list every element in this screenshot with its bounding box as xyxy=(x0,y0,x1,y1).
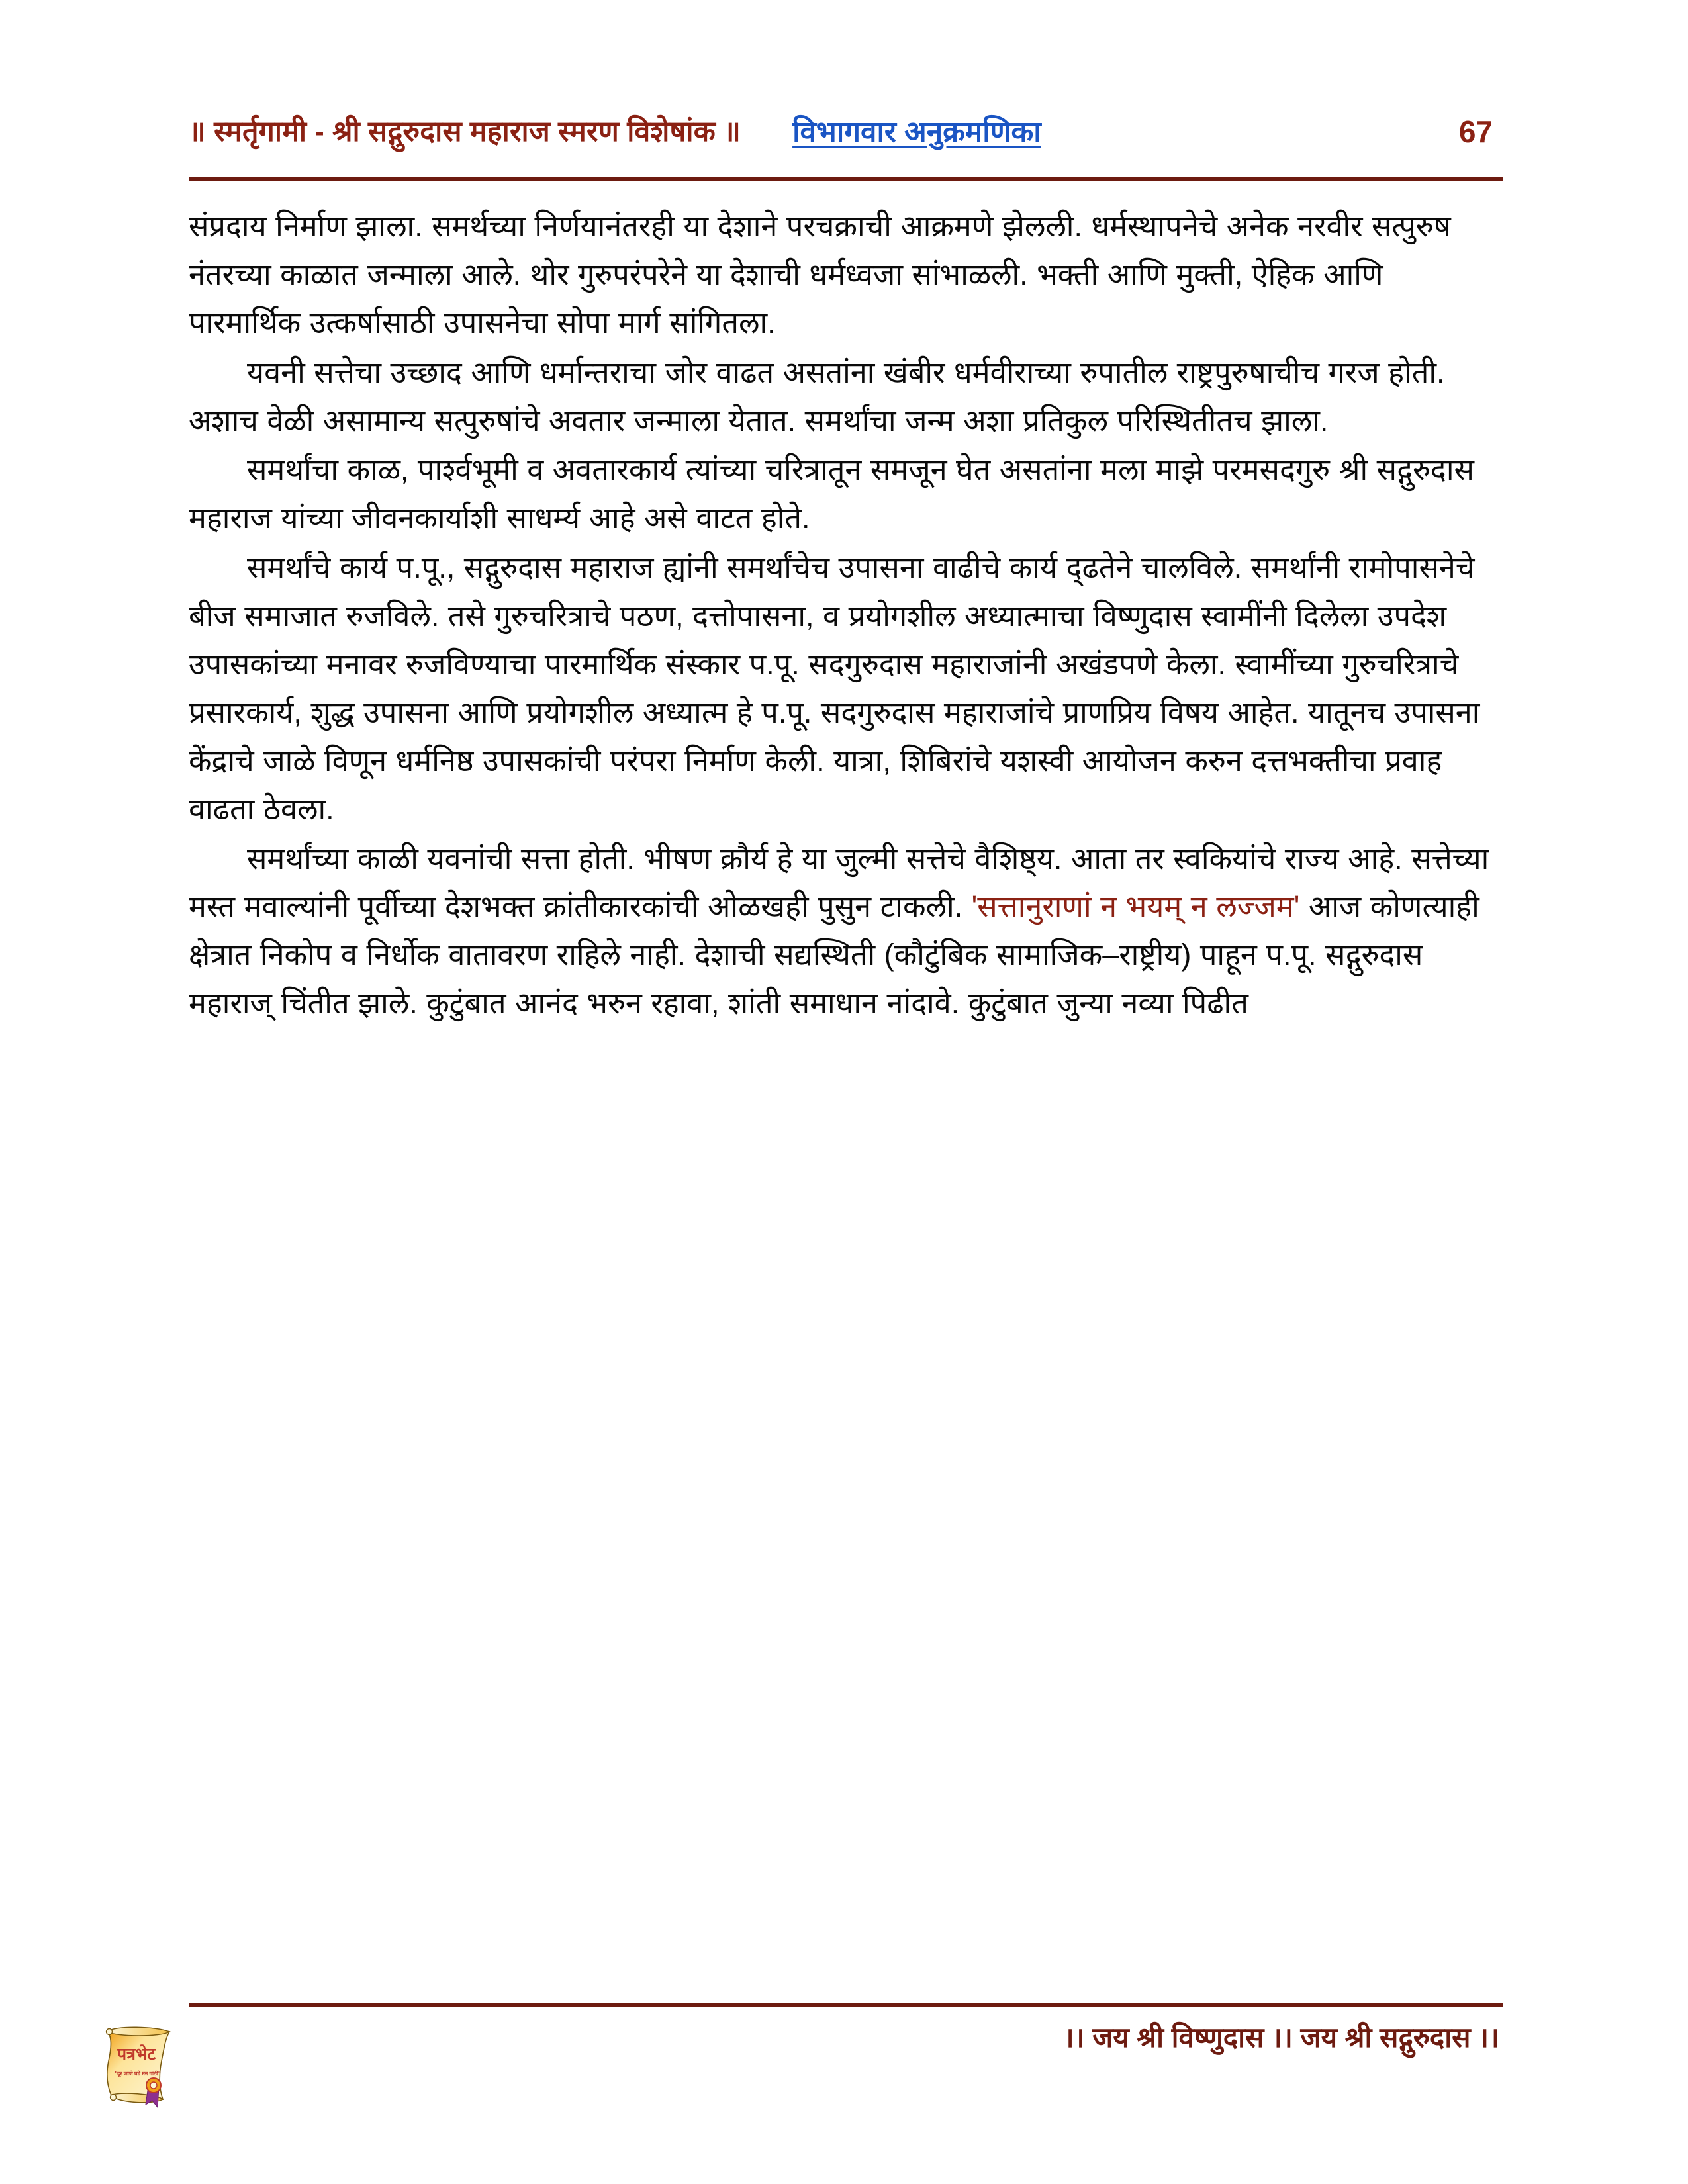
paragraph-2: यवनी सत्तेचा उच्छाद आणि धर्मान्तराचा जोर वाढत असतांना खंबीर धर्मवीराच्या रुपातील राष्ट्रपुरुषाचीच गरज होती. अशाच वेळी असामान्य सत्पुरुषांचे अवतार जन्माला येतात. समर्थांचा जन्म अशा प्रतिकुल परिस्थितीतच झाला. xyxy=(189,355,1445,437)
patrabhet-logo xyxy=(93,2017,192,2110)
footer-invocation: ।। जय श्री विष्णुदास ।। जय श्री सद्गुरुदास ।। xyxy=(1063,2022,1499,2053)
paragraph-4: समर्थांचे कार्य प.पू., सद्गुरुदास महाराज ह्यांनी समर्थांचेच उपासना वाढीचे कार्य द्ढतेने चालविले. समर्थांनी रामोपासनेचे बीज समाजात रुजविले. तसे गुरुचरित्राचे पठण, दत्तोपासना, व प्रयोगशील अध्यात्माचा विष्णुदास स्वामींनी दिलेला उपदेश उपासकांच्या मनावर रुजविण्याचा पारमार्थिक संस्कार प.पू. सदगुरुदास महाराजांनी अखंडपणे केला. स्वामींच्या गुरुचरित्राचे प्रसारकार्य, शुद्ध उपासना आणि प्रयोगशील अध्यात्म हे प.पू. सदगुरुदास महाराजांचे प्राणप्रिय विषय आहेत. यातूनच उपासना केंद्राचे जाळे विणून धर्मनिष्ठ उपासकांची परंपरा निर्माण केली. यात्रा, शिबिरांचे यशस्वी आयोजन करुन दत्तभक्तीचा प्रवाह वाढता ठेवला. xyxy=(189,551,1480,826)
paragraph-5-text-before-quote: समर्थांच्या काळी यवनांची सत्ता होती. भीषण क्रौर्य हे या जुल्मी सत्तेचे वैशिष्ठ्य. आता तर स्वकियांचे राज्य आहे. सत्तेच्या मस्त मवाल्यांनी पूर्वीच्या देशभक्त क्रांतीकारकांची ओळखही पुसुन टाकली. xyxy=(189,841,1489,924)
header-title: ॥ स्मर्तृगामी - श्री सद्गुरुदास महाराज स्मरण विशेषांक ॥ xyxy=(189,116,741,148)
paragraph-5 xyxy=(189,835,1503,1028)
scroll-icon xyxy=(93,2017,192,2110)
scroll-curl-knob-bottom xyxy=(111,2095,117,2101)
paragraph-5-text-after-quote: आज कोणत्याही क्षेत्रात निकोप व निर्धोक वातावरण राहिले नाही. देशाची सद्यस्थिती (कौटुंबिक सामाजिक–राष्ट्रीय) पाहून प.पू. सद्गुरुदास महाराज् चिंतीत झाले. कुटुंबात आनंद भरुन रहावा, शांती समाधान नांदावे. कुटुंबात जुन्या नव्या पिढीत xyxy=(189,889,1479,1021)
page-number: 67 xyxy=(1458,114,1493,150)
ribbon-seal-center xyxy=(150,2082,157,2089)
sanskrit-quote: 'सत्तानुराणां न भयम् न लज्जम' xyxy=(971,889,1300,924)
footer-divider xyxy=(189,2003,1503,2007)
index-link[interactable]: विभागवार अनुक्रमणिका xyxy=(792,115,1041,148)
body-content xyxy=(189,203,1503,1029)
page-header xyxy=(189,93,1499,172)
logo-tagline: "दूर जाणे घडे मन गांठी" xyxy=(115,2071,161,2077)
header-divider xyxy=(189,177,1503,181)
scroll-top-curl xyxy=(107,2027,169,2036)
scroll-curl-knob-top xyxy=(107,2029,113,2035)
paragraph-1: संप्रदाय निर्माण झाला. समर्थच्या निर्णयानंतरही या देशाने परचक्राची आक्रमणे झेलली. धर्मस्थापनेचे अनेक नरवीर सत्पुरुष नंतरच्या काळात जन्माला आले. थोर गुरुपरंपरेने या देशाची धर्मध्वजा सांभाळली. भक्ती आणि मुक्ती, ऐहिक आणि पारमार्थिक उत्कर्षासाठी उपासनेचा सोपा मार्ग सांगितला. xyxy=(189,209,1451,340)
logo-main-text: पत्रभेट xyxy=(117,2045,156,2064)
paragraph-3: समर्थांचा काळ, पार्श्वभूमी व अवतारकार्य त्यांच्या चरित्रातून समजून घेत असतांना मला माझे परमसदगुरु श्री सद्गुरुदास महाराज यांच्या जीवनकार्याशी साधर्म्य आहे असे वाटत होते. xyxy=(189,453,1474,535)
